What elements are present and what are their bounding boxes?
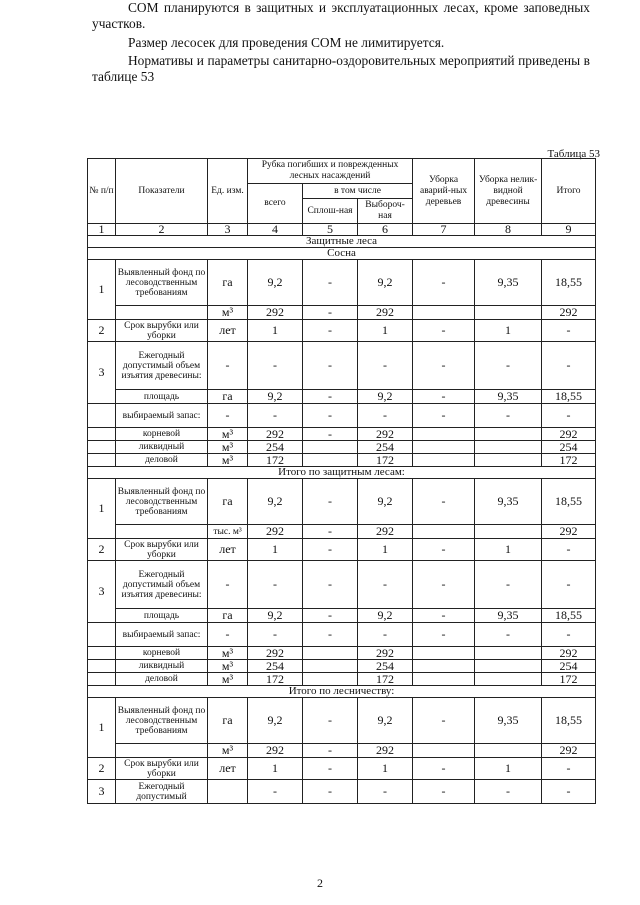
table-row <box>88 758 596 780</box>
value-cell <box>475 454 542 467</box>
value-cell: 1 <box>475 320 542 342</box>
unit-cell: м³ <box>208 428 248 441</box>
value-cell: - <box>303 525 358 539</box>
value-cell: 1 <box>358 320 413 342</box>
value-cell: - <box>413 479 475 525</box>
section-title: Итого по защитным лесам: <box>88 467 596 479</box>
value-cell: 172 <box>358 673 413 686</box>
value-cell: 292 <box>542 647 596 660</box>
value-cell <box>413 647 475 660</box>
value-cell: 172 <box>542 673 596 686</box>
row-label <box>116 744 208 758</box>
row-label: выбираемый запас: <box>116 404 208 428</box>
value-cell: 18,55 <box>542 609 596 623</box>
value-cell: - <box>542 780 596 804</box>
value-cell <box>413 660 475 673</box>
table-row <box>88 342 596 390</box>
value-cell <box>475 525 542 539</box>
value-cell: - <box>303 744 358 758</box>
value-cell: - <box>475 404 542 428</box>
value-cell: - <box>248 780 303 804</box>
col-emergency-header: Уборка аварий-ных деревьев <box>413 159 475 224</box>
value-cell <box>413 306 475 320</box>
table-row <box>88 673 596 686</box>
value-cell: - <box>413 780 475 804</box>
value-cell: - <box>475 342 542 390</box>
value-cell: 292 <box>358 428 413 441</box>
value-cell: - <box>413 623 475 647</box>
row-label: Срок вырубки или уборки <box>116 539 208 561</box>
value-cell: 9,35 <box>475 698 542 744</box>
value-cell: - <box>413 758 475 780</box>
row-number <box>88 623 116 647</box>
unit-cell: м³ <box>208 306 248 320</box>
col-illiquid-header: Уборка нелик-видной древесины <box>475 159 542 224</box>
value-cell: - <box>248 342 303 390</box>
value-cell: - <box>542 320 596 342</box>
value-cell: - <box>413 320 475 342</box>
value-cell <box>413 744 475 758</box>
value-cell: 254 <box>542 441 596 454</box>
table-row <box>88 609 596 623</box>
table-row <box>88 561 596 609</box>
value-cell: 172 <box>358 454 413 467</box>
col-felling-header: Рубка погибших и поврежденных лесных насаждений <box>248 159 413 184</box>
value-cell: - <box>542 342 596 390</box>
row-number <box>88 660 116 673</box>
value-cell: - <box>358 623 413 647</box>
value-cell: - <box>303 320 358 342</box>
row-label: Ежегодный допустимый объем изъятия древесины: <box>116 342 208 390</box>
value-cell <box>475 647 542 660</box>
value-cell: 9,2 <box>358 479 413 525</box>
value-cell <box>475 441 542 454</box>
value-cell: - <box>475 780 542 804</box>
unit-cell: - <box>208 561 248 609</box>
row-number: 1 <box>88 260 116 320</box>
unit-cell: га <box>208 609 248 623</box>
row-label: ликвидный <box>116 660 208 673</box>
unit-cell: тыс. м³ <box>208 525 248 539</box>
table-row <box>88 441 596 454</box>
unit-cell: лет <box>208 320 248 342</box>
row-label: корневой <box>116 428 208 441</box>
section-title: Защитные леса <box>88 236 596 248</box>
value-cell: - <box>303 260 358 306</box>
norms-table <box>87 158 596 804</box>
value-cell <box>413 428 475 441</box>
col-num-header: № п/п <box>88 159 116 224</box>
value-cell: 172 <box>542 454 596 467</box>
table-row <box>88 744 596 758</box>
value-cell: - <box>248 561 303 609</box>
unit-cell: м³ <box>208 660 248 673</box>
table-row <box>88 539 596 561</box>
row-label: площадь <box>116 390 208 404</box>
table-row <box>88 698 596 744</box>
value-cell: 9,2 <box>358 260 413 306</box>
paragraph-1: СОМ планируются в защитных и эксплуатационных лесах, кроме заповедных участков. <box>92 0 590 31</box>
table-row <box>88 454 596 467</box>
unit-cell: га <box>208 260 248 306</box>
value-cell: - <box>358 404 413 428</box>
value-cell: 9,35 <box>475 390 542 404</box>
col-unit-header: Ед. изм. <box>208 159 248 224</box>
row-label: корневой <box>116 647 208 660</box>
value-cell: 292 <box>358 647 413 660</box>
value-cell: - <box>303 758 358 780</box>
section-title: Итого по лесничеству: <box>88 686 596 698</box>
value-cell: 9,2 <box>358 609 413 623</box>
value-cell: 9,2 <box>248 479 303 525</box>
unit-cell: га <box>208 390 248 404</box>
table-row <box>88 780 596 804</box>
col-clear-header: Сплош-ная <box>303 199 358 224</box>
row-number <box>88 673 116 686</box>
value-cell: 254 <box>248 441 303 454</box>
colnum-cell: 7 <box>413 224 475 236</box>
value-cell <box>303 441 358 454</box>
value-cell: - <box>248 404 303 428</box>
row-label: Срок вырубки или уборки <box>116 758 208 780</box>
value-cell: 18,55 <box>542 390 596 404</box>
table-row <box>88 525 596 539</box>
col-indicator-header: Показатели <box>116 159 208 224</box>
value-cell: 18,55 <box>542 479 596 525</box>
colnum-cell: 8 <box>475 224 542 236</box>
row-label: Выявленный фонд по лесоводственным требованиям <box>116 260 208 306</box>
colnum-cell: 4 <box>248 224 303 236</box>
value-cell <box>413 454 475 467</box>
value-cell: 292 <box>248 428 303 441</box>
table-row <box>88 647 596 660</box>
value-cell: 9,2 <box>358 390 413 404</box>
value-cell: - <box>413 342 475 390</box>
page-number: 2 <box>317 876 323 890</box>
value-cell: 292 <box>542 525 596 539</box>
value-cell: 292 <box>358 306 413 320</box>
unit-cell: м³ <box>208 744 248 758</box>
value-cell: - <box>542 539 596 561</box>
value-cell: - <box>542 623 596 647</box>
row-number: 3 <box>88 780 116 804</box>
value-cell: 292 <box>542 306 596 320</box>
table-row <box>88 260 596 306</box>
value-cell: - <box>542 561 596 609</box>
value-cell: 292 <box>358 744 413 758</box>
row-label: Ежегодный допустимый <box>116 780 208 804</box>
value-cell: 9,35 <box>475 260 542 306</box>
row-number <box>88 404 116 428</box>
value-cell <box>475 673 542 686</box>
value-cell: 18,55 <box>542 260 596 306</box>
colnum-cell: 9 <box>542 224 596 236</box>
value-cell: 292 <box>248 647 303 660</box>
value-cell: 18,55 <box>542 698 596 744</box>
value-cell: - <box>475 561 542 609</box>
value-cell: 172 <box>248 454 303 467</box>
value-cell <box>413 441 475 454</box>
value-cell: - <box>303 561 358 609</box>
value-cell: 9,35 <box>475 479 542 525</box>
row-label: Выявленный фонд по лесоводственным требованиям <box>116 479 208 525</box>
value-cell: 292 <box>542 744 596 758</box>
value-cell: - <box>303 428 358 441</box>
value-cell <box>303 673 358 686</box>
table-row <box>88 320 596 342</box>
colnum-cell: 6 <box>358 224 413 236</box>
row-label: выбираемый запас: <box>116 623 208 647</box>
row-label: ликвидный <box>116 441 208 454</box>
unit-cell: м³ <box>208 441 248 454</box>
table-row <box>88 479 596 525</box>
unit-cell: - <box>208 342 248 390</box>
value-cell: 9,2 <box>358 698 413 744</box>
colnum-cell: 2 <box>116 224 208 236</box>
value-cell: - <box>542 404 596 428</box>
value-cell: 9,2 <box>248 260 303 306</box>
table-caption: Таблица 53 <box>547 148 600 160</box>
value-cell <box>303 647 358 660</box>
row-number <box>88 441 116 454</box>
unit-cell: - <box>208 404 248 428</box>
value-cell: - <box>303 404 358 428</box>
value-cell: 1 <box>358 539 413 561</box>
value-cell: 172 <box>248 673 303 686</box>
value-cell: 254 <box>358 660 413 673</box>
row-number: 2 <box>88 320 116 342</box>
row-number: 2 <box>88 539 116 561</box>
table-row <box>88 660 596 673</box>
paragraph-2: Размер лесосек для проведения СОМ не лимитируется. <box>128 35 445 50</box>
value-cell: 254 <box>248 660 303 673</box>
value-cell: - <box>303 342 358 390</box>
value-cell: - <box>303 698 358 744</box>
value-cell: - <box>413 609 475 623</box>
value-cell: - <box>358 561 413 609</box>
table-row <box>88 306 596 320</box>
row-number: 2 <box>88 758 116 780</box>
table-row <box>88 623 596 647</box>
value-cell: - <box>475 623 542 647</box>
value-cell: - <box>542 758 596 780</box>
unit-cell: га <box>208 479 248 525</box>
value-cell <box>475 428 542 441</box>
unit-cell: - <box>208 623 248 647</box>
section-title: Сосна <box>88 248 596 260</box>
value-cell: - <box>413 390 475 404</box>
value-cell: 1 <box>248 320 303 342</box>
row-label: площадь <box>116 609 208 623</box>
col-grand-header: Итого <box>542 159 596 224</box>
col-incl-header: в том числе <box>303 184 413 199</box>
table-row <box>88 428 596 441</box>
value-cell <box>475 744 542 758</box>
value-cell: 1 <box>248 539 303 561</box>
row-number: 1 <box>88 698 116 758</box>
col-selective-header: Выбороч-ная <box>358 199 413 224</box>
value-cell: 254 <box>542 660 596 673</box>
value-cell: - <box>358 342 413 390</box>
row-number: 3 <box>88 561 116 623</box>
value-cell: - <box>303 780 358 804</box>
row-number <box>88 428 116 441</box>
value-cell: - <box>303 306 358 320</box>
table-row <box>88 390 596 404</box>
row-label: деловой <box>116 454 208 467</box>
row-number: 3 <box>88 342 116 404</box>
value-cell: - <box>358 780 413 804</box>
value-cell: 292 <box>542 428 596 441</box>
row-number: 1 <box>88 479 116 539</box>
colnum-cell: 5 <box>303 224 358 236</box>
value-cell: - <box>303 390 358 404</box>
value-cell <box>303 660 358 673</box>
value-cell: - <box>303 539 358 561</box>
value-cell: - <box>413 260 475 306</box>
unit-cell: м³ <box>208 454 248 467</box>
value-cell: 9,2 <box>248 390 303 404</box>
value-cell: 9,35 <box>475 609 542 623</box>
unit-cell: га <box>208 698 248 744</box>
row-label: Ежегодный допустимый объем изъятия древесины: <box>116 561 208 609</box>
value-cell: - <box>303 479 358 525</box>
unit-cell: лет <box>208 758 248 780</box>
row-number <box>88 647 116 660</box>
unit-cell <box>208 780 248 804</box>
value-cell: 292 <box>248 744 303 758</box>
value-cell: 1 <box>475 539 542 561</box>
value-cell: - <box>413 404 475 428</box>
row-label: деловой <box>116 673 208 686</box>
value-cell: 292 <box>248 306 303 320</box>
value-cell: - <box>413 698 475 744</box>
value-cell: 1 <box>475 758 542 780</box>
value-cell: - <box>413 539 475 561</box>
value-cell <box>303 454 358 467</box>
col-total-header: всего <box>248 184 303 224</box>
value-cell: - <box>303 623 358 647</box>
value-cell <box>413 525 475 539</box>
value-cell: - <box>303 609 358 623</box>
value-cell: 292 <box>358 525 413 539</box>
value-cell <box>413 673 475 686</box>
value-cell: - <box>248 623 303 647</box>
value-cell: - <box>413 561 475 609</box>
value-cell: 254 <box>358 441 413 454</box>
row-label: Выявленный фонд по лесоводственным требованиям <box>116 698 208 744</box>
row-label <box>116 525 208 539</box>
value-cell <box>475 306 542 320</box>
value-cell: 292 <box>248 525 303 539</box>
unit-cell: лет <box>208 539 248 561</box>
header-row <box>88 159 596 184</box>
value-cell: 9,2 <box>248 609 303 623</box>
row-label <box>116 306 208 320</box>
paragraph-3: Нормативы и параметры санитарно-оздоровительных мероприятий приведены в таблице 53 <box>92 53 590 84</box>
value-cell: 1 <box>358 758 413 780</box>
column-number-row <box>88 224 596 236</box>
colnum-cell: 3 <box>208 224 248 236</box>
value-cell: 1 <box>248 758 303 780</box>
unit-cell: м³ <box>208 647 248 660</box>
unit-cell: м³ <box>208 673 248 686</box>
colnum-cell: 1 <box>88 224 116 236</box>
row-number <box>88 454 116 467</box>
table-row <box>88 404 596 428</box>
row-label: Срок вырубки или уборки <box>116 320 208 342</box>
value-cell <box>475 660 542 673</box>
value-cell: 9,2 <box>248 698 303 744</box>
